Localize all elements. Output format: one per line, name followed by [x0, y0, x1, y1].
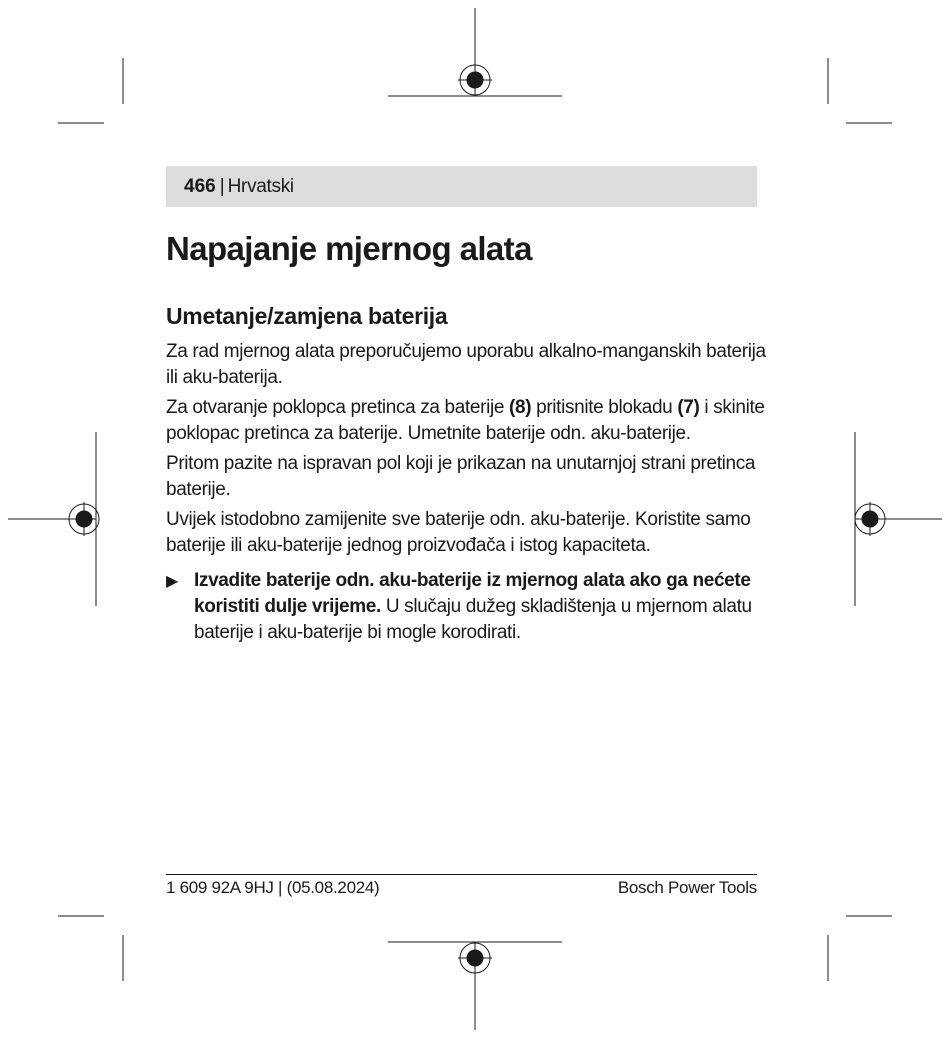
brand-name: Bosch Power Tools — [617, 878, 757, 897]
registration-mark-bottom-icon — [388, 942, 562, 1030]
paragraph-replace-all: Uvijek istodobno zamijenite sve baterije odn. aku-baterije. Koristite samo baterije ili aku-baterije jednog proizvođača i istog kapaciteta. — [166, 509, 751, 556]
paragraph-text: Za otvaranje poklopca pretinca za baterije — [166, 397, 509, 418]
header-separator: | — [219, 175, 225, 197]
paragraph-text: i skinite poklopac pretinca za baterije. Umetnite baterije odn. aku-baterije. — [166, 397, 765, 444]
paragraph-polarity: Pritom pazite na ispravan pol koji je prikazan na unutarnjoj strani pretinca baterije. — [166, 453, 756, 500]
page-header — [166, 166, 757, 207]
registration-mark-right-icon — [855, 432, 942, 606]
document-code: 1 609 92A 9HJ | (05.08.2024) — [166, 878, 380, 897]
reference-number: (8) — [509, 397, 532, 418]
warning-normal-text: U slučaju dužeg skladištenja u mjernom alatu baterije i aku-baterije bi mogle korodirati. — [194, 596, 752, 643]
main-content — [166, 227, 766, 646]
warning-text — [194, 568, 766, 646]
paragraph-recommendation: Za rad mjernog alata preporučujemo uporabu alkalno-manganskih baterija ili aku-baterija. — [166, 341, 766, 388]
paragraph-text: pritisnite blokadu — [531, 397, 678, 418]
page-number: 466 — [184, 175, 216, 197]
warning-bullet — [166, 568, 766, 646]
registration-mark-left-icon — [8, 432, 99, 606]
warning-bold-text: Izvadite baterije odn. aku-baterije iz mjernog alata ako ga nećete koristiti dulje vrijeme. — [194, 570, 751, 617]
triangle-bullet-icon: ▶ — [166, 573, 178, 590]
language-label: Hrvatski — [227, 175, 294, 197]
page-title: Napajanje mjernog alata — [166, 230, 532, 267]
paragraph-open-compartment — [166, 395, 766, 447]
registration-mark-top-icon — [388, 8, 562, 96]
section-heading: Umetanje/zamjena baterija — [166, 303, 448, 329]
page-footer — [166, 874, 757, 898]
reference-number: (7) — [677, 397, 700, 418]
